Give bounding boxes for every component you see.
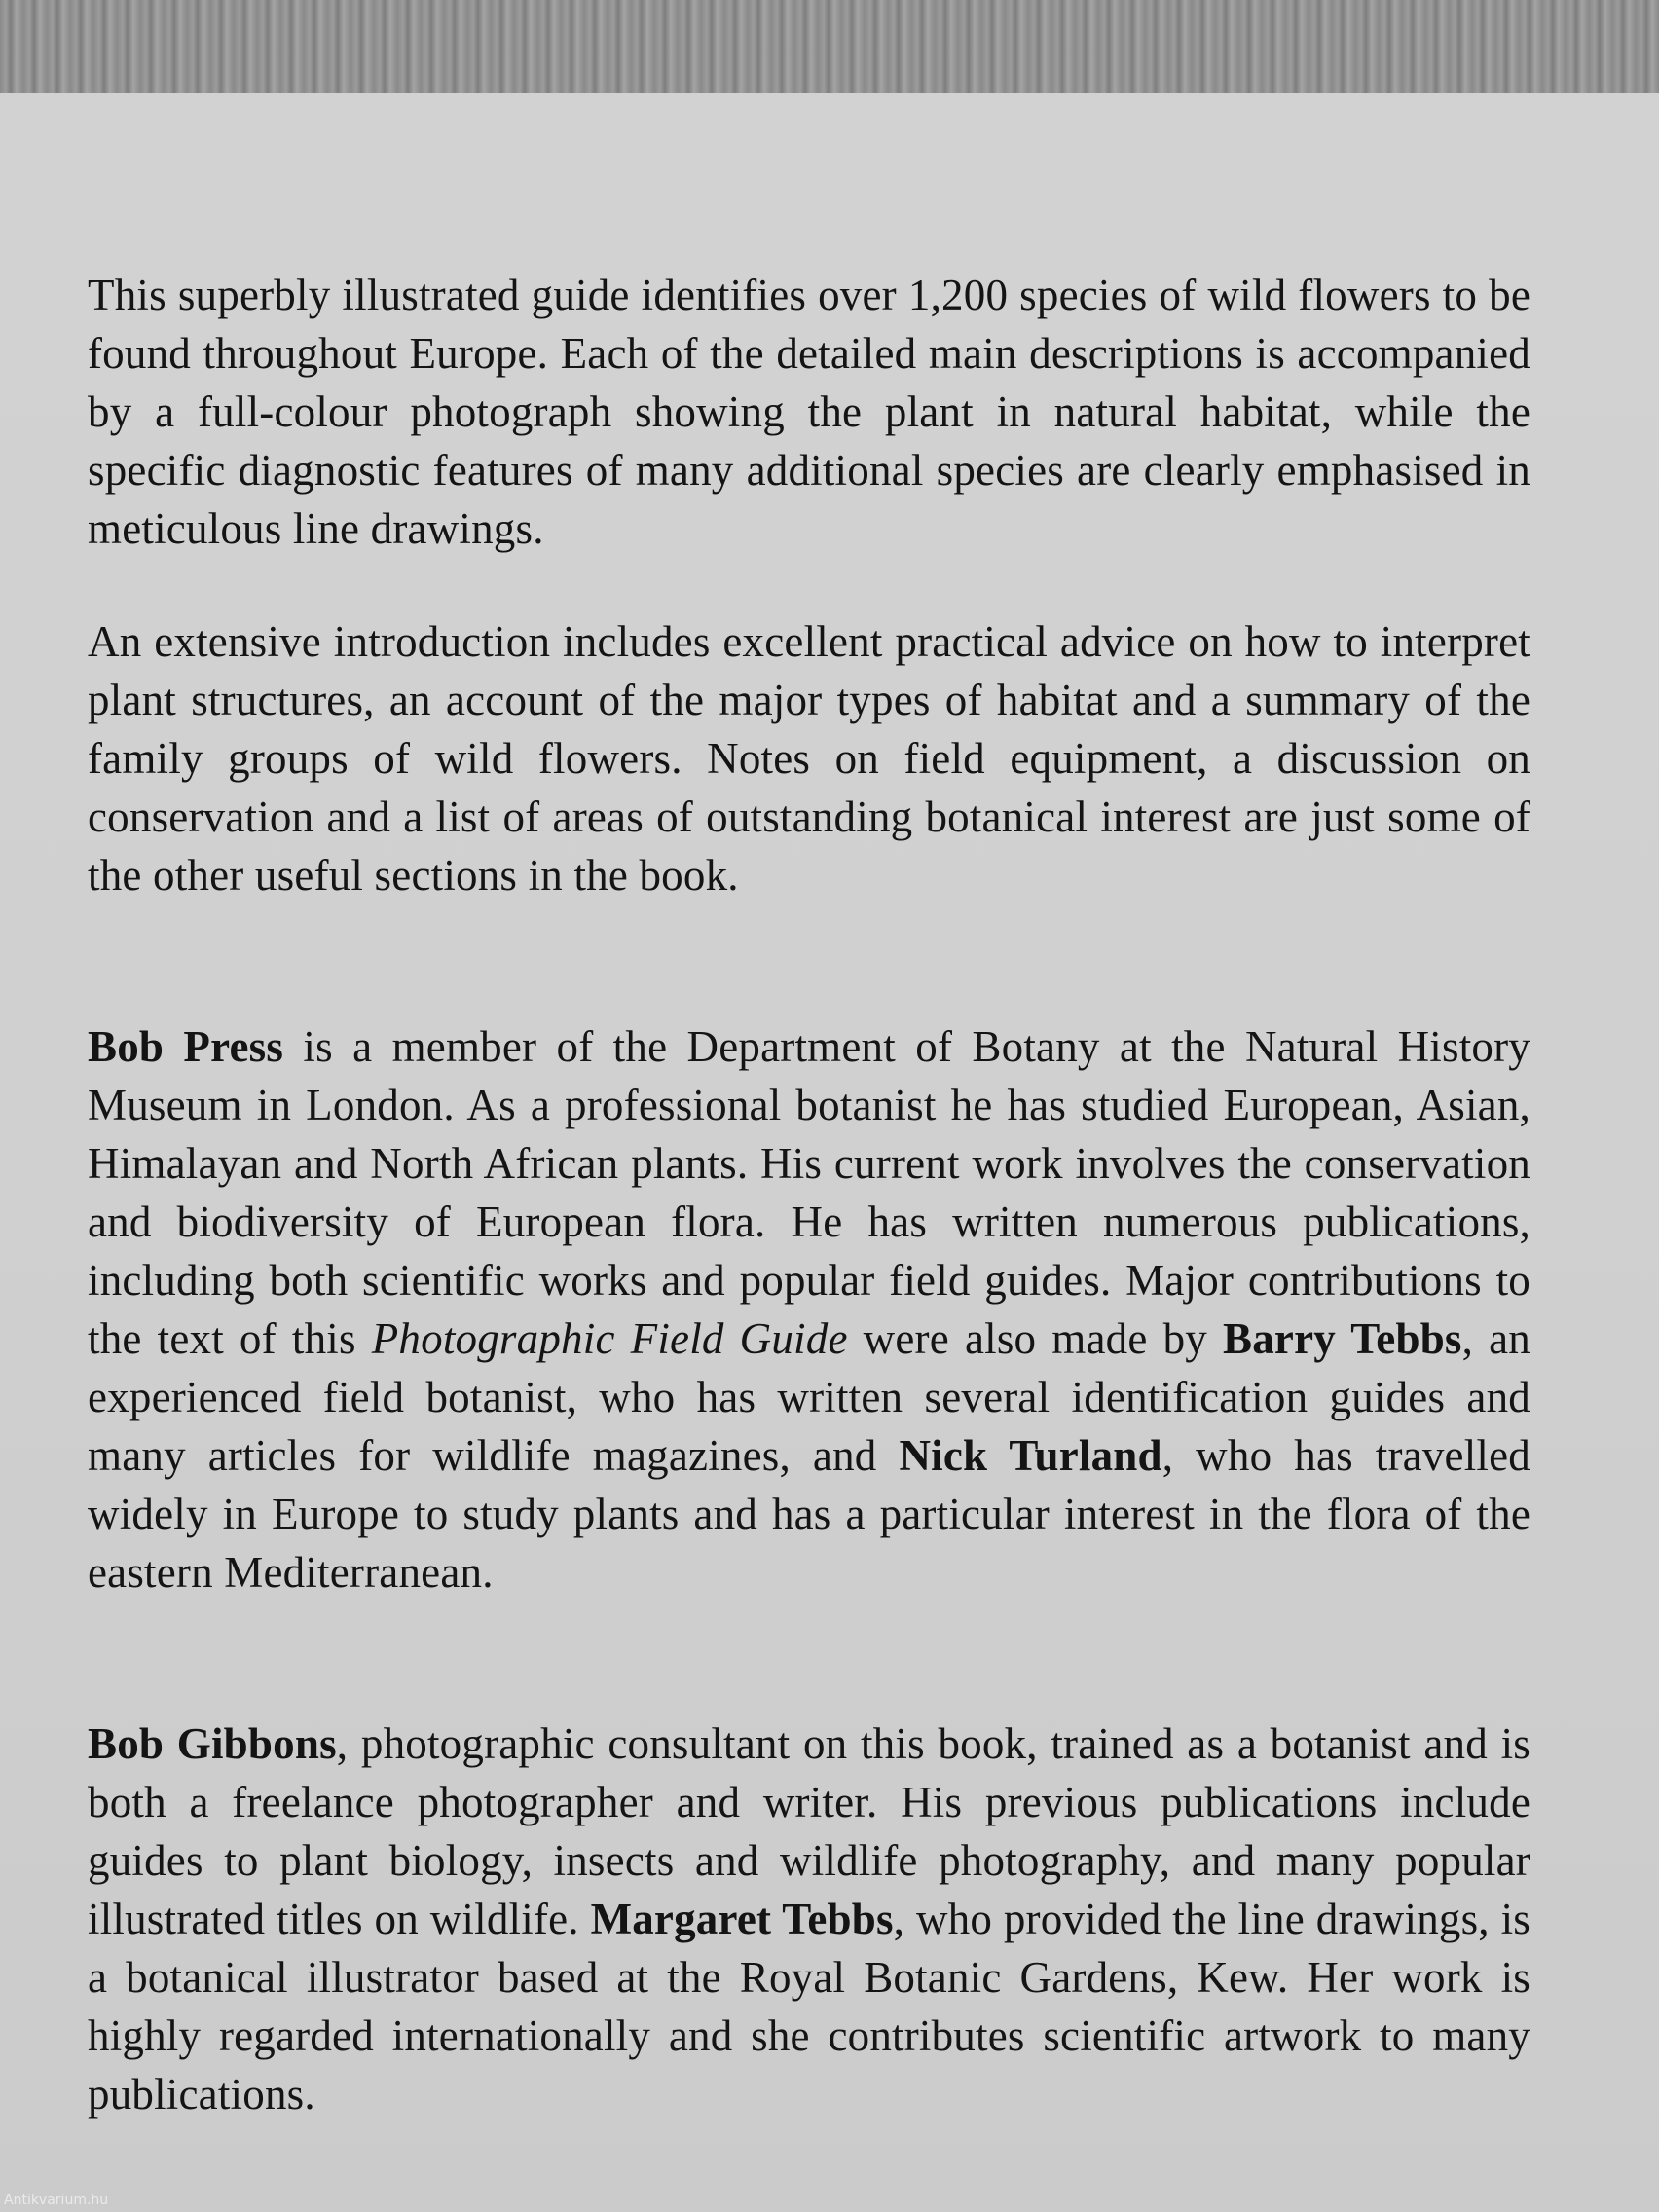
bio-text: , an experienced field botanist, who has written several identification guides and many articles for wildlife magazines, and — [88, 1314, 1531, 1480]
intro-paragraph-1: This superbly illustrated guide identifies over 1,200 species of wild flowers to be found throughout Europe. Each of the detailed main descriptions is accompanied by a full-colour photograph showing the plant in natural habitat, while the specific diagnostic features of many additional species are clearly emphasised in meticulous line drawings. — [88, 271, 1530, 553]
book-title: Photographic Field Guide — [371, 1314, 848, 1363]
illustrator-name-margaret-tebbs: Margaret Tebbs — [590, 1895, 894, 1943]
bio-text: , who provided the line drawings, is a botanical illustrator based at the Royal Botanic Gardens, Kew. Her work is highly regarded internationally and she contributes scientific artwork to many publications. — [88, 1895, 1530, 2119]
book-back-cover — [0, 93, 1659, 2212]
bio-text: were also made by — [847, 1314, 1224, 1363]
author-bio-bob-gibbons — [88, 1714, 1530, 2123]
watermark: Antikvarium.hu — [4, 2193, 109, 2208]
bio-text: , photographic consultant on this book, trained as a botanist and is both a freelance photographer and writer. His previous publications include guides to plant biology, insects and wildlife photography, and many popular illustrated titles on wildlife. — [88, 1719, 1530, 1943]
author-name-bob-gibbons: Bob Gibbons — [88, 1719, 337, 1768]
bio-text: , who has travelled widely in Europe to study plants and has a particular interest in the flora of the eastern Mediterranean. — [88, 1431, 1531, 1597]
bio-text: is a member of the Department of Botany at the Natural History Museum in London. As a professional botanist he has studied European, Asian, Himalayan and North African plants. His current work involves the conservation and biodiversity of European flora. He has written numerous publications, including both scientific works and popular field guides. Major contributions to the text of this — [88, 1022, 1530, 1363]
author-bio-bob-press — [88, 1017, 1530, 1602]
contributor-name-nick-turland: Nick Turland — [899, 1431, 1162, 1480]
contributor-name-barry-tebbs: Barry Tebbs — [1223, 1314, 1462, 1363]
author-name-bob-press: Bob Press — [88, 1022, 284, 1071]
intro-paragraph-2: An extensive introduction includes excellent practical advice on how to interpret plant structures, an account of the major types of habitat and a summary of the family groups of wild flowers. Notes on field equipment, a discussion on conservation and a list of areas of outstanding botanical interest are just some of the other useful sections in the book. — [88, 617, 1530, 900]
background-surface — [0, 0, 1659, 97]
